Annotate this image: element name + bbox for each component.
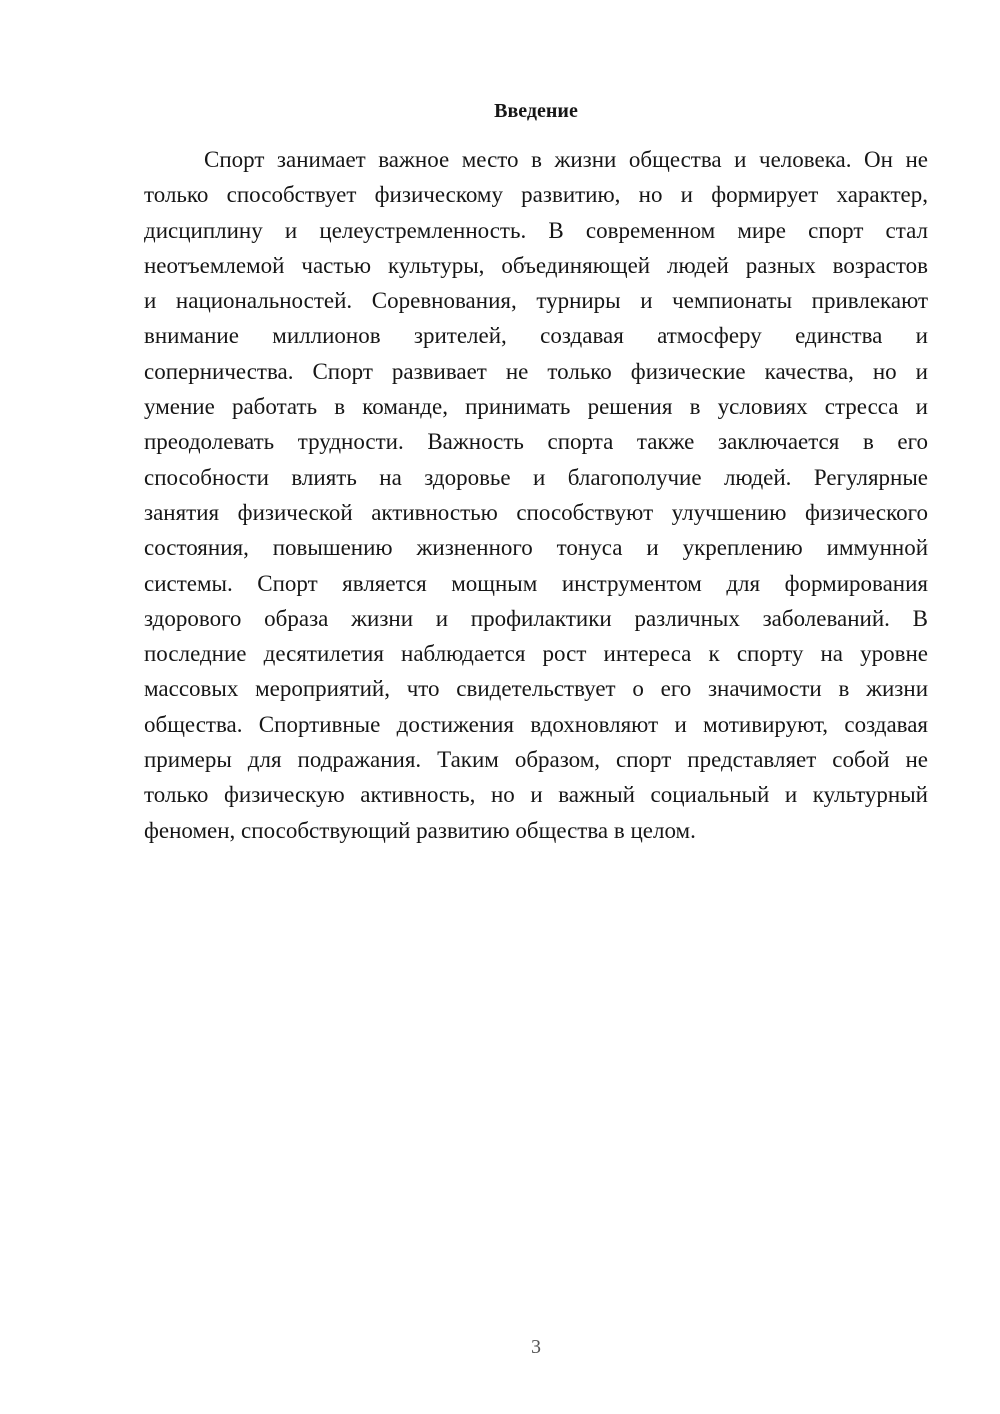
paragraph-line: массовых мероприятий, что свидетельствует о его значимости в жизни — [144, 676, 928, 702]
paragraph-line: состояния, повышению жизненного тонуса и укреплению иммунной — [144, 535, 928, 561]
paragraph-line: только физическую активность, но и важный социальный и культурный — [144, 782, 928, 808]
paragraph-line: умение работать в команде, принимать решения в условиях стресса и — [144, 394, 928, 420]
paragraph-line: способности влиять на здоровье и благополучие людей. Регулярные — [144, 464, 928, 490]
paragraph-line: Спорт занимает важное место в жизни общества и человека. Он не — [204, 147, 928, 172]
paragraph-line: дисциплину и целеустремленность. В современном мире спорт стал — [144, 217, 928, 243]
body-paragraph — [144, 142, 928, 848]
paragraph-line: общества. Спортивные достижения вдохновляют и мотивируют, создавая — [144, 711, 928, 737]
paragraph-line: только способствует физическому развитию, но и формирует характер, — [144, 182, 928, 208]
paragraph-line: здорового образа жизни и профилактики различных заболеваний. В — [144, 605, 928, 631]
paragraph-line: преодолевать трудности. Важность спорта также заключается в его — [144, 429, 928, 455]
paragraph-line: примеры для подражания. Таким образом, спорт представляет собой не — [144, 747, 928, 773]
section-heading: Введение — [494, 100, 578, 122]
paragraph-line: неотъемлемой частью культуры, объединяющей людей разных возрастов — [144, 252, 928, 278]
paragraph-line: внимание миллионов зрителей, создавая атмосферу единства и — [144, 323, 928, 349]
paragraph-line: занятия физической активностью способствуют улучшению физического — [144, 499, 928, 525]
page-number: 3 — [531, 1336, 541, 1358]
paragraph-line: соперничества. Спорт развивает не только физические качества, но и — [144, 358, 928, 384]
paragraph-line: и национальностей. Соревнования, турниры и чемпионаты привлекают — [144, 288, 928, 314]
paragraph-line: системы. Спорт является мощным инструментом для формирования — [144, 570, 928, 596]
paragraph-line: феномен, способствующий развитию общества в целом. — [144, 817, 696, 843]
paragraph-line: последние десятилетия наблюдается рост интереса к спорту на уровне — [144, 641, 928, 667]
